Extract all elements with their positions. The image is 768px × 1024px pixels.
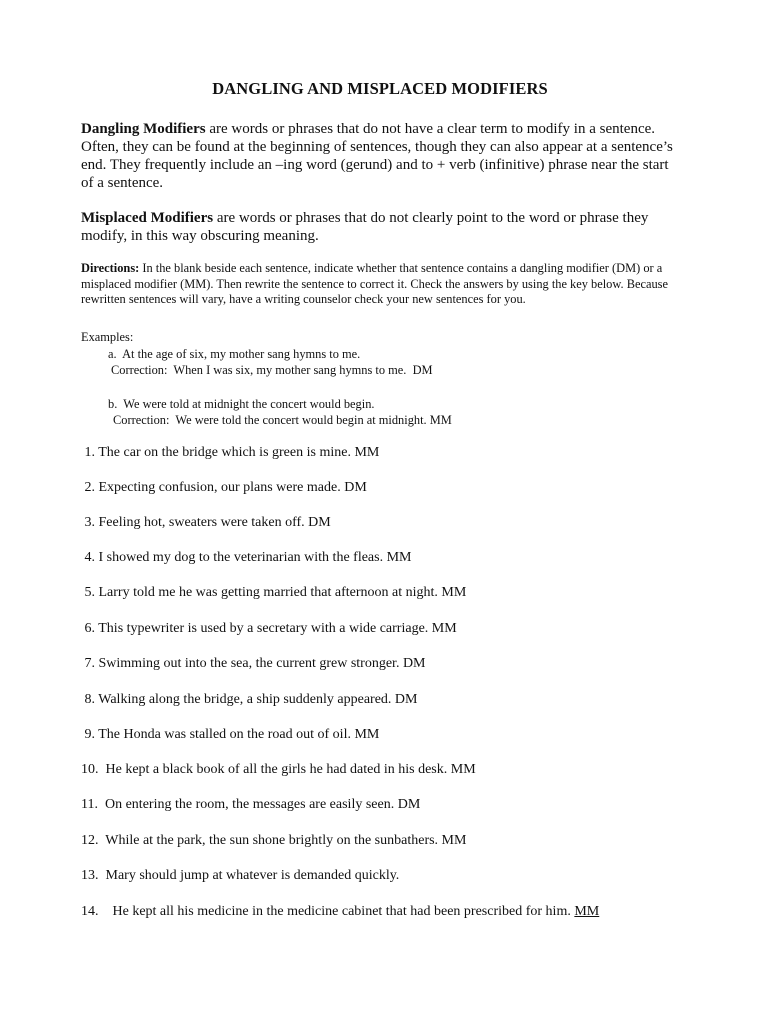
exercise-item-9: 9. The Honda was stalled on the road out of oil. MM bbox=[81, 727, 380, 742]
dangling-definition bbox=[81, 120, 681, 192]
exercise-item-12: 12. While at the park, the sun shone brightly on the sunbathers. MM bbox=[81, 833, 467, 848]
example-b-sentence: b. We were told at midnight the concert would begin. bbox=[108, 396, 375, 411]
exercise-item-4: 4. I showed my dog to the veterinarian with the fleas. MM bbox=[81, 550, 412, 565]
misplaced-text: are words or phrases that do not clearly point to the word or phrase they modify, in this way obscuring meaning. bbox=[81, 210, 649, 244]
exercise-item-7: 7. Swimming out into the sea, the current grew stronger. DM bbox=[81, 656, 426, 671]
page-title: DANGLING AND MISPLACED MODIFIERS bbox=[212, 79, 548, 98]
exercise-item-13: 13. Mary should jump at whatever is demanded quickly. bbox=[81, 868, 400, 883]
exercise-item-14-answer: MM bbox=[574, 904, 600, 919]
exercise-item-14-text: 14. He kept all his medicine in the medicine cabinet that had been prescribed for him. bbox=[81, 904, 575, 919]
examples-heading: Examples: bbox=[81, 330, 134, 344]
misplaced-definition bbox=[81, 209, 681, 245]
exercise-item-3: 3. Feeling hot, sweaters were taken off. DM bbox=[81, 515, 331, 530]
exercise-item-10: 10. He kept a black book of all the girls he had dated in his desk. MM bbox=[81, 762, 476, 777]
examples-block bbox=[81, 329, 681, 429]
directions-text: In the blank beside each sentence, indicate whether that sentence contains a dangling modifier (DM) or a misplaced modifier (MM). Then rewrite the sentence to correct it. Check the answers by using the key below. Because rewritten sentences will vary, have a writing counselor check your new sentences for you. bbox=[81, 261, 668, 306]
exercise-item-2: 2. Expecting confusion, our plans were made. DM bbox=[81, 480, 367, 495]
directions-paragraph bbox=[81, 261, 681, 308]
misplaced-term: Misplaced Modifiers bbox=[81, 210, 214, 226]
dangling-term: Dangling Modifiers bbox=[81, 121, 206, 137]
example-a-sentence: a. At the age of six, my mother sang hymns to me. bbox=[108, 346, 361, 361]
exercise-item-5: 5. Larry told me he was getting married that afternoon at night. MM bbox=[81, 585, 467, 600]
exercise-item-14 bbox=[81, 904, 599, 920]
exercise-item-6: 6. This typewriter is used by a secretary with a wide carriage. MM bbox=[81, 621, 457, 636]
example-a-correction: Correction: When I was six, my mother sang hymns to me. DM bbox=[111, 363, 433, 377]
exercise-item-11: 11. On entering the room, the messages are easily seen. DM bbox=[81, 797, 421, 812]
dangling-text: are words or phrases that do not have a clear term to modify in a sentence. Often, they can be found at the beginning of sentences, though they can also appear at a sentence’s end. They frequently include an –ing word (gerund) and to + verb (infinitive) phrase near the start of a sentence. bbox=[81, 121, 673, 191]
exercise-item-8: 8. Walking along the bridge, a ship suddenly appeared. DM bbox=[81, 692, 418, 707]
example-b-correction: Correction: We were told the concert would begin at midnight. MM bbox=[113, 413, 452, 427]
exercise-item-1: 1. The car on the bridge which is green is mine. MM bbox=[81, 445, 380, 460]
directions-label: Directions: bbox=[81, 261, 140, 275]
